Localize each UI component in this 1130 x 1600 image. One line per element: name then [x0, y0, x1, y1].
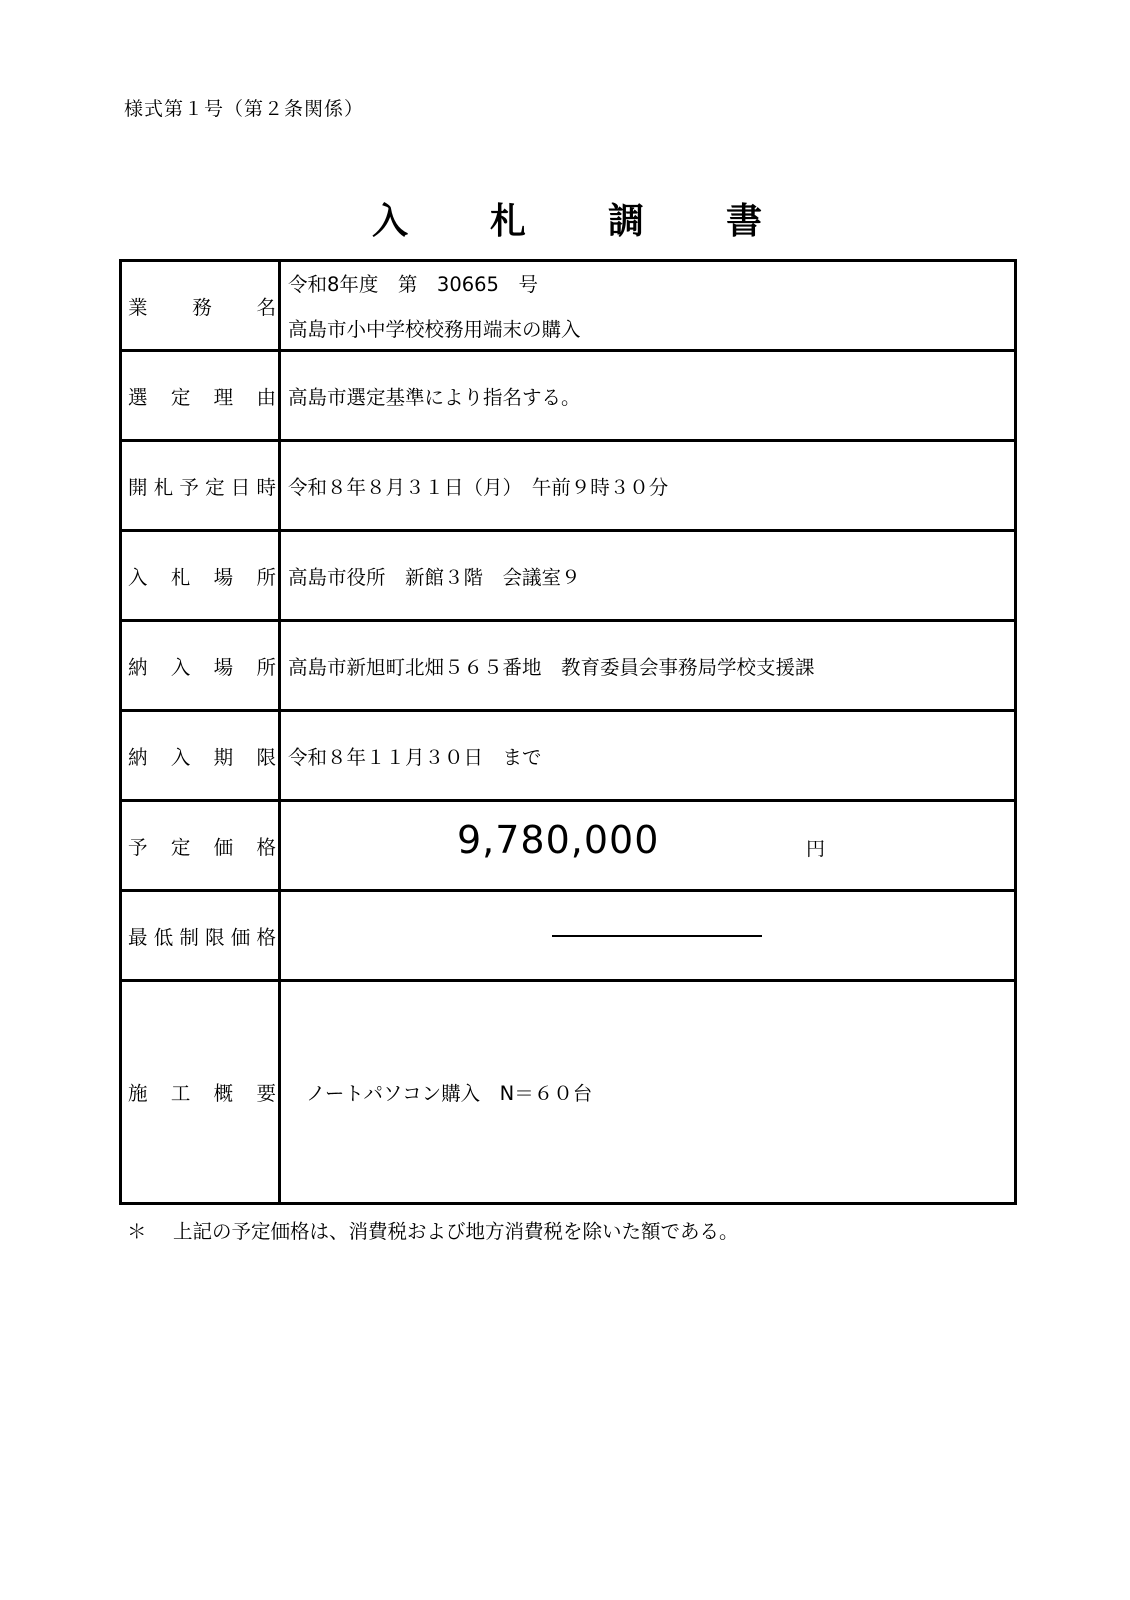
label-char: 限 — [256, 745, 276, 769]
value-opening-datetime: 令和８年８月３１日（月） 午前９時３０分 — [280, 441, 1016, 531]
label-char: 開 — [128, 475, 148, 499]
empty-line — [552, 935, 762, 937]
business-number: 令和8年度 第 30665 号 — [288, 273, 538, 296]
row-opening-datetime — [121, 441, 1016, 531]
value-delivery-deadline: 令和８年１１月３０日 まで — [280, 711, 1016, 801]
footnote — [127, 1216, 739, 1244]
label-char: 納 — [128, 745, 148, 769]
label-char: 予 — [128, 835, 148, 859]
row-work-summary — [121, 981, 1016, 1204]
document-title — [372, 193, 762, 244]
label-char: 概 — [213, 1082, 234, 1105]
label-char: 納 — [128, 655, 148, 679]
label-selection-reason — [121, 351, 280, 441]
label-char: 場 — [213, 565, 234, 589]
title-char: 札 — [489, 201, 526, 242]
price-amount: 9,780,000 — [457, 818, 660, 862]
value-minimum-price — [280, 891, 1016, 981]
title-char: 書 — [725, 201, 762, 242]
label-char: 格 — [256, 925, 276, 949]
label-planned-price — [121, 801, 280, 891]
label-char: 定 — [170, 835, 191, 859]
label-char: 理 — [213, 385, 234, 409]
value-bid-location: 高島市役所 新館３階 会議室９ — [280, 531, 1016, 621]
value-work-summary — [280, 981, 1016, 1204]
label-char: 価 — [213, 835, 234, 859]
label-delivery-location — [121, 621, 280, 711]
value-delivery-location: 高島市新旭町北畑５６５番地 教育委員会事務局学校支援課 — [280, 621, 1016, 711]
label-char: 名 — [256, 295, 276, 319]
label-char: 予 — [179, 475, 199, 499]
label-char: 制 — [179, 925, 199, 949]
label-char: 限 — [205, 925, 225, 949]
title-char: 入 — [372, 201, 409, 242]
label-char: 由 — [256, 385, 276, 409]
label-minimum-price — [121, 891, 280, 981]
label-char: 定 — [170, 385, 191, 409]
label-business-name — [121, 261, 280, 351]
row-delivery-location — [121, 621, 1016, 711]
label-char: 所 — [256, 655, 276, 679]
row-planned-price — [121, 801, 1016, 891]
row-selection-reason — [121, 351, 1016, 441]
value-planned-price — [280, 801, 1016, 891]
label-char: 札 — [153, 475, 174, 499]
label-char: 格 — [256, 835, 276, 859]
footnote-mark: ＊ — [127, 1220, 147, 1243]
footnote-text: 上記の予定価格は、消費税および地方消費税を除いた額である。 — [173, 1220, 739, 1243]
label-char: 要 — [256, 1082, 276, 1105]
label-char: 工 — [170, 1082, 191, 1105]
label-char: 場 — [213, 655, 234, 679]
label-work-summary — [121, 981, 280, 1204]
label-char: 最 — [128, 925, 148, 949]
label-char: 期 — [213, 745, 234, 769]
business-title: 高島市小中学校校務用端末の購入 — [288, 318, 581, 341]
label-char: 所 — [256, 565, 276, 589]
label-char: 定 — [205, 475, 225, 499]
work-summary-text: ノートパソコン購入 N＝６０台 — [306, 1082, 593, 1105]
label-char: 業 — [128, 295, 148, 319]
label-char: 札 — [170, 565, 191, 589]
label-delivery-deadline — [121, 711, 280, 801]
label-char: 低 — [153, 925, 174, 949]
label-char: 入 — [128, 565, 148, 589]
price-unit: 円 — [806, 838, 826, 860]
label-char: 入 — [170, 655, 191, 679]
label-char: 価 — [230, 925, 251, 949]
label-char: 時 — [256, 475, 276, 499]
row-delivery-deadline — [121, 711, 1016, 801]
label-char: 日 — [230, 475, 251, 499]
label-char: 選 — [128, 385, 148, 409]
row-bid-location — [121, 531, 1016, 621]
value-selection-reason: 高島市選定基準により指名する。 — [280, 351, 1016, 441]
label-bid-location — [121, 531, 280, 621]
row-business-name — [121, 261, 1016, 351]
label-opening-datetime — [121, 441, 280, 531]
value-business-name — [280, 261, 1016, 351]
form-number: 様式第１号（第２条関係） — [124, 98, 365, 120]
label-char: 入 — [170, 745, 191, 769]
label-char: 施 — [128, 1082, 148, 1105]
bid-form-table — [119, 259, 1017, 1205]
title-char: 調 — [607, 201, 644, 242]
row-minimum-price — [121, 891, 1016, 981]
label-char: 務 — [192, 295, 212, 319]
